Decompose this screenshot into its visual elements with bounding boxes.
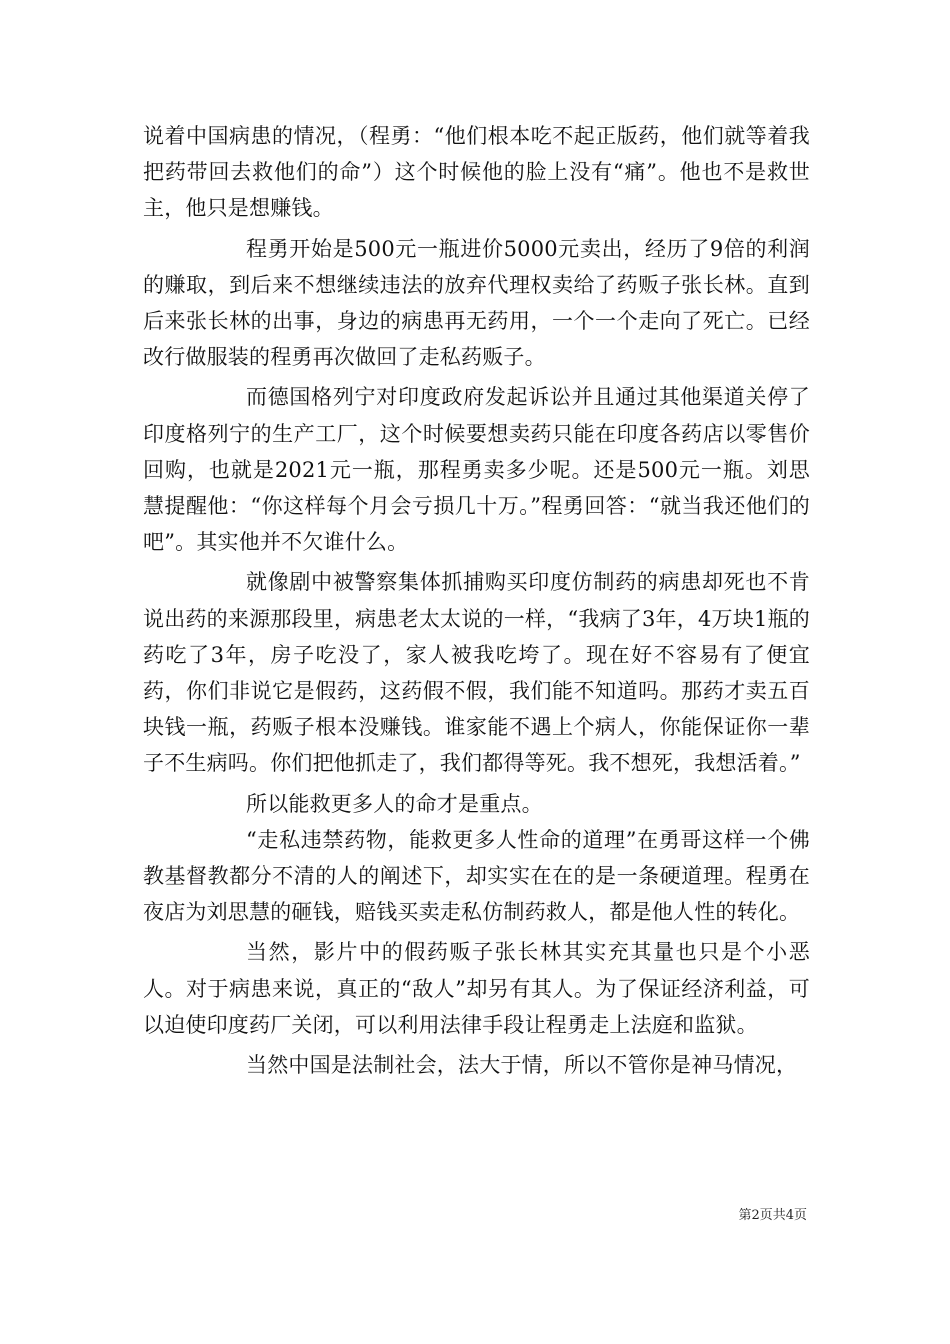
paragraph-2: 程勇开始是500元一瓶进价5000元卖出，经历了9倍的利润的赚取，到后来不想继续违法的放弃代理权卖给了药贩子张长林。直到后来张长林的出事，身边的病患再无药用，一个一个走向了死亡。已经改行做服装的程勇再次做回了走私药贩子。 [143, 236, 810, 370]
paragraph-8: 当然中国是法制社会，法大于情，所以不管你是神马情况， [246, 1053, 798, 1078]
paragraph-4: 就像剧中被警察集体抓捕购买印度仿制药的病患却死也不肯说出药的来源那段里，病患老太太说的一样，“我病了3年，4万块1瓶的药吃了3年，房子吃没了，家人被我吃垮了。现在好不容易有了便宜药，你们非说它是假药，这药假不假，我们能不知道吗。那药才卖五百块钱一瓶，药贩子根本没赚钱。谁家能不遇上个病人，你能保证你一辈子不生病吗。你们把他抓走了，我们都得等死。我不想死，我想活着。” [143, 570, 810, 776]
paragraph-7: 当然，影片中的假药贩子张长林其实充其量也只是个小恶人。对于病患来说，真正的“敌人”却另有其人。为了保证经济利益，可以迫使印度药厂关闭，可以利用法律手段让程勇走上法庭和监狱。 [143, 940, 810, 1037]
paragraph-6: “走私违禁药物，能救更多人性命的道理”在勇哥这样一个佛教基督教都分不清的人的阐述下，却实实在在的是一条硬道理。程勇在夜店为刘思慧的砸钱，赔钱买卖走私仿制药救人，都是他人性的转化。 [143, 827, 810, 925]
paragraph-1: 说着中国病患的情况，（程勇：“他们根本吃不起正版药，他们就等着我把药带回去救他们的命”）这个时候他的脸上没有“痛”。他也不是救世主，他只是想赚钱。 [143, 124, 810, 221]
page-number-footer: 第2页共4页 [738, 1208, 807, 1223]
document-body [143, 118, 810, 1083]
paragraph-3: 而德国格列宁对印度政府发起诉讼并且通过其他渠道关停了印度格列宁的生产工厂，这个时候要想卖药只能在印度各药店以零售价回购，也就是2021元一瓶，那程勇卖多少呢。还是500元一瓶。刘思慧提醒他：“你这样每个月会亏损几十万。”程勇回答：“就当我还他们的吧”。其实他并不欠谁什么。 [143, 385, 810, 555]
paragraph-5: 所以能救更多人的命才是重点。 [246, 791, 543, 816]
